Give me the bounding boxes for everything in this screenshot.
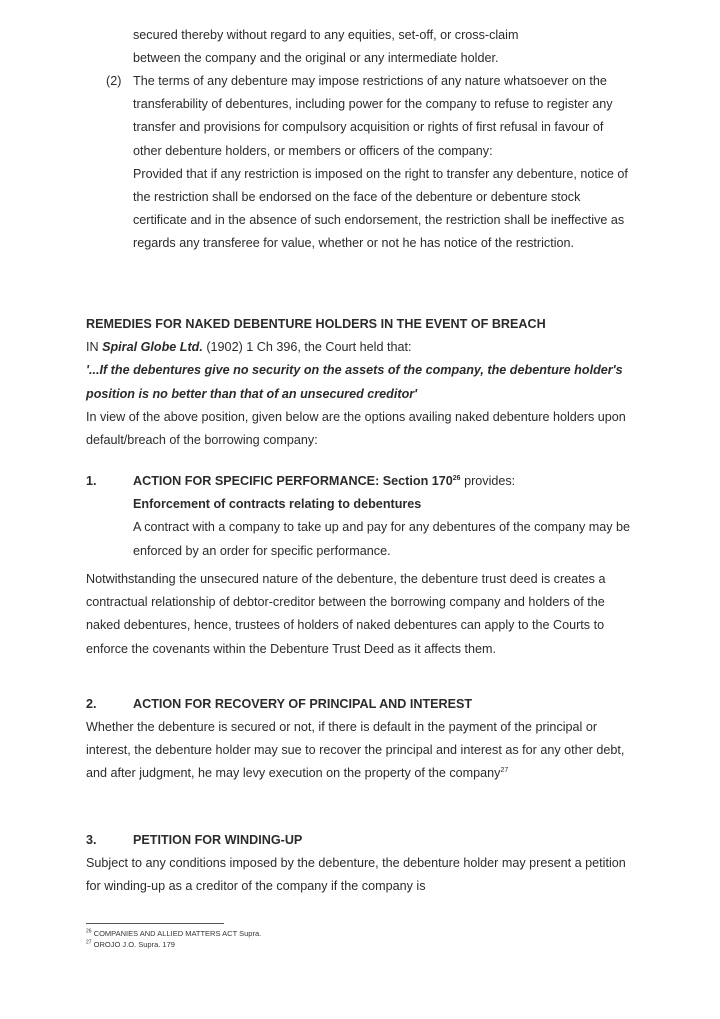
- footnote-ref-26: 26: [452, 474, 461, 482]
- footnote-ref-27: 27: [500, 767, 509, 775]
- section-3: [86, 852, 634, 898]
- section-1-subheading: Enforcement of contracts relating to debentures: [133, 497, 422, 512]
- remedies-heading: REMEDIES FOR NAKED DEBENTURE HOLDERS IN THE EVENT OF BREACH: [86, 317, 546, 331]
- section-2-text: Whether the debenture is secured or not, if there is default in the payment of the principal or interest, the debenture holder may sue to recover the principal and interest as for any other debt, and after judgment, he may levy execution on the property of the company: [86, 720, 625, 781]
- case-citation: [86, 336, 634, 359]
- footnote-27-mark: 27: [86, 939, 92, 946]
- section-1-number: 1.: [86, 474, 97, 488]
- section-1-paragraph-block: [86, 568, 634, 661]
- footnotes: [86, 928, 261, 950]
- footnote-26-text: COMPANIES AND ALLIED MATTERS ACT Supra.: [91, 929, 262, 938]
- footnote-divider: [86, 923, 224, 924]
- court-quote: '...If the debentures give no security on the assets of the company, the debenture holder's position is no better than that of an unsecured creditor': [86, 363, 623, 401]
- section-2-title: ACTION FOR RECOVERY OF PRINCIPAL AND INTEREST: [133, 697, 473, 711]
- subsection-2-text: The terms of any debenture may impose restrictions of any nature whatsoever on the transferability of debentures, including power for the company to refuse to register any transfer and provisions for compulsory acquisition or rights of first refusal in favour of other debenture holders, or members or officers of the company:: [133, 74, 613, 158]
- section-3-title: PETITION FOR WINDING-UP: [133, 833, 303, 847]
- case-prefix: IN: [86, 340, 103, 355]
- section-2: [86, 716, 634, 786]
- section-1-paragraph: Notwithstanding the unsecured nature of the debenture, the debenture trust deed is creates a contractual relationship of debtor-creditor between the borrowing company and holders of the naked debentures, hence, trustees of holders of naked debentures can apply to the Courts to enforce the covenants within the Debenture Trust Deed as it affects them.: [86, 572, 606, 656]
- remedies-section: [86, 313, 634, 452]
- provision-line-1: secured thereby without regard to any equities, set-off, or cross-claim: [133, 28, 519, 42]
- section-2-text-line: [86, 716, 634, 786]
- section-1-text: A contract with a company to take up and pay for any debentures of the company may be enforced by an order for specific performance.: [133, 520, 631, 558]
- footnote-27-text: OROJO J.O. Supra. 179: [91, 940, 175, 949]
- section-2-number: 2.: [86, 697, 97, 711]
- section-3-number: 3.: [86, 833, 97, 847]
- footnote-27: [86, 939, 261, 950]
- continued-provision: [133, 24, 633, 70]
- subsection-2-label: (2): [106, 74, 122, 88]
- proviso-text: Provided that if any restriction is imposed on the right to transfer any debenture, notice of the restriction shall be endorsed on the face of the debenture or debenture stock certificate and in the absence of such endorsement, the restriction shall be ineffective as regards any transferee for value, whether or not he has notice of the restriction.: [133, 166, 628, 251]
- provision-line-2: between the company and the original or any intermediate holder.: [133, 51, 499, 66]
- section-3-text: Subject to any conditions imposed by the debenture, the debenture holder may present a petition for winding-up as a creditor of the company if the company is: [86, 856, 626, 894]
- subsection-2: [133, 70, 633, 256]
- footnote-26-mark: 26: [86, 928, 92, 935]
- case-name: Spiral Globe Ltd.: [102, 340, 203, 355]
- section-1-title: ACTION FOR SPECIFIC PERFORMANCE: Section 170: [133, 474, 453, 488]
- remedies-intro: In view of the above position, given below are the options availing naked debenture holders upon default/breach of the borrowing company:: [86, 409, 626, 448]
- section-1-title-line: [133, 470, 633, 493]
- section-1-title-suffix: provides:: [460, 474, 516, 488]
- section-1: [133, 470, 633, 563]
- footnote-26: [86, 928, 261, 939]
- case-suffix: (1902) 1 Ch 396, the Court held that:: [202, 340, 412, 355]
